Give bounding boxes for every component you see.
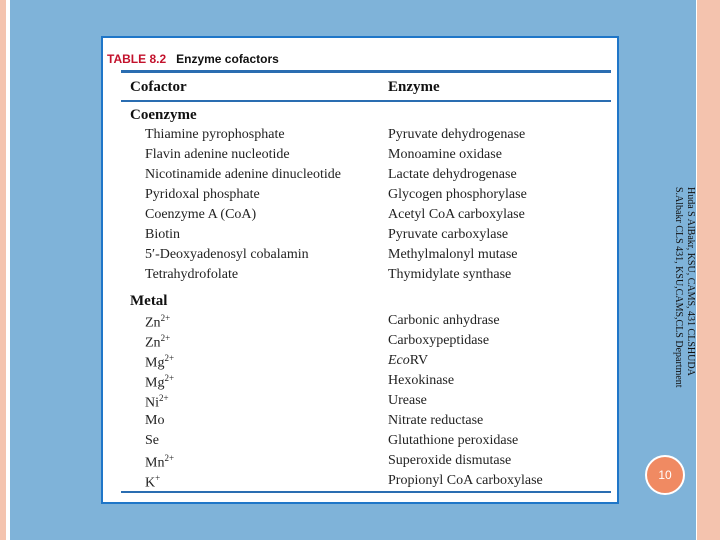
right-frame-strip bbox=[697, 0, 720, 540]
sidebar-credit bbox=[666, 187, 696, 427]
enzyme-cell: Methylmalonyl mutase bbox=[388, 247, 518, 262]
enzyme-cell: Carboxypeptidase bbox=[388, 333, 490, 348]
sidebar-credit-line1: Huda S AlBakr, KSU, CAMS, 431 CLSHUDA bbox=[685, 187, 696, 376]
enzyme-cell: Lactate dehydrogenase bbox=[388, 167, 517, 182]
table-bottom-rule bbox=[121, 491, 611, 493]
cofactor-cell: Nicotinamide adenine dinucleotide bbox=[145, 167, 341, 182]
table-header-rule bbox=[121, 100, 611, 102]
cofactor-cell: Tetrahydrofolate bbox=[145, 267, 239, 282]
cofactor-cell: $Mg^{2+}$ bbox=[145, 353, 175, 371]
table-figure bbox=[101, 36, 619, 504]
enzyme-cell: Pyruvate carboxylase bbox=[388, 227, 509, 242]
left-frame-strip bbox=[0, 0, 6, 540]
cofactor-cell: Thiamine pyrophosphate bbox=[145, 127, 285, 142]
enzyme-cell: Propionyl CoA carboxylase bbox=[388, 473, 543, 488]
sidebar-credit-line2: S.Albakr CLS 431, KSU,CAMS,CLS Department bbox=[673, 187, 684, 388]
cofactor-cell: Mo bbox=[145, 413, 165, 428]
cofactor-cell: 5′-Deoxyadenosyl cobalamin bbox=[145, 247, 309, 262]
enzyme-cell: Hexokinase bbox=[388, 373, 455, 388]
enzyme-cell: Glutathione peroxidase bbox=[388, 433, 519, 448]
cofactor-cell: Biotin bbox=[145, 227, 181, 242]
enzyme-cell: Thymidylate synthase bbox=[388, 267, 512, 282]
column-header-cofactor: Cofactor bbox=[130, 79, 187, 95]
cofactor-cell: $Ni^{2+}$ bbox=[145, 393, 169, 411]
cofactor-cell: $Zn^{2+}$ bbox=[145, 333, 171, 351]
enzyme-cell: Nitrate reductase bbox=[388, 413, 484, 428]
cofactor-cell: Pyridoxal phosphate bbox=[145, 187, 260, 202]
cofactor-cell: Se bbox=[145, 433, 159, 448]
enzyme-cell: Carbonic anhydrase bbox=[388, 313, 500, 328]
cofactor-cell: $Zn^{2+}$ bbox=[145, 313, 171, 331]
cofactor-cell: Coenzyme A (CoA) bbox=[145, 207, 257, 222]
column-header-enzyme: Enzyme bbox=[388, 79, 440, 95]
cofactor-cell: Flavin adenine nucleotide bbox=[145, 147, 290, 162]
enzyme-cell: Glycogen phosphorylase bbox=[388, 187, 527, 202]
enzyme-cell: Pyruvate dehydrogenase bbox=[388, 127, 526, 142]
table-caption bbox=[107, 52, 279, 66]
enzyme-cell: Superoxide dismutase bbox=[388, 453, 512, 468]
group-label-metal: Metal bbox=[130, 293, 168, 309]
page-number-badge: 10 bbox=[645, 455, 685, 495]
cofactor-cell: $Mn^{2+}$ bbox=[145, 453, 175, 471]
table-top-rule bbox=[121, 70, 611, 73]
group-label-coenzyme: Coenzyme bbox=[130, 107, 197, 123]
table-number: TABLE 8.2 bbox=[107, 52, 167, 66]
enzyme-cell: Monoamine oxidase bbox=[388, 147, 502, 162]
enzyme-cell: Urease bbox=[388, 393, 427, 408]
cofactor-cell: $Mg^{2+}$ bbox=[145, 373, 175, 391]
enzyme-cell: Acetyl CoA carboxylase bbox=[388, 207, 525, 222]
cofactor-cell: K+ bbox=[145, 473, 161, 491]
enzyme-cell: EcoRV bbox=[388, 353, 429, 368]
table-title: Enzyme cofactors bbox=[176, 52, 279, 66]
